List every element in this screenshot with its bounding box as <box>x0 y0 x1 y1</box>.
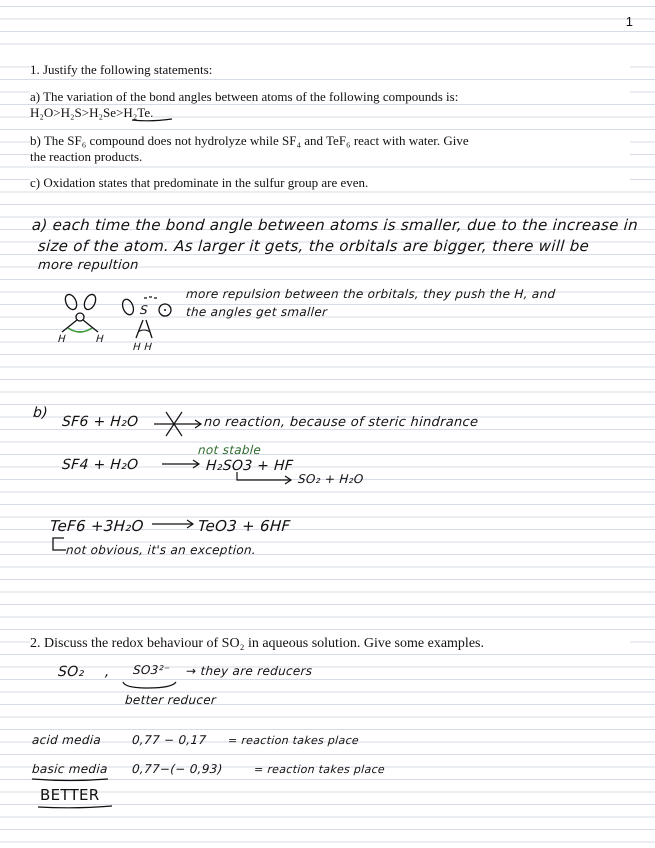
q2-comma: , <box>104 664 111 680</box>
basic-calc: 0,77−(− 0,93) <box>131 762 224 776</box>
notes-a-line1: a) each time the bond angle between atoms is smaller, due to the increase in <box>31 216 639 234</box>
basic-result: = reaction takes place <box>253 763 386 776</box>
crossed-arrow <box>152 410 204 438</box>
bracket-so3 <box>120 680 180 692</box>
arrow-to-so2 <box>234 470 296 486</box>
molecule-sketch <box>48 290 178 360</box>
notes-a-line3: more repultion <box>37 258 140 273</box>
q1-a-line1: a) The variation of the bond angles between atoms of the following compounds is: <box>30 89 630 104</box>
not-stable-note: not stable <box>197 443 262 457</box>
sketch-note-line1: more repulsion between the orbitals, they push the H, and <box>185 287 556 301</box>
acid-calc: 0,77 − 0,17 <box>131 733 207 747</box>
sf4-reaction: SF4 + H₂O <box>61 457 139 473</box>
notes-a-line2: size of the atom. As larger it gets, the orbitals are bigger, there will be <box>37 237 590 255</box>
better-underline <box>36 804 116 812</box>
acid-result: = reaction takes place <box>227 734 360 747</box>
q2-so3: SO3²⁻ <box>132 663 171 677</box>
q1-a-line2: H₂O>H₂S>H₂Se>H₂Te. <box>30 105 154 120</box>
sketch-note-line2: the angles get smaller <box>185 305 328 319</box>
tef6-result: TeO3 + 6HF <box>197 517 292 535</box>
h-label-left: H <box>57 334 67 345</box>
arrow-sf4 <box>160 456 202 470</box>
q2-heading: 2. Discuss the redox behaviour of SO₂ in aqueous solution. Give some examples. <box>30 636 630 651</box>
q1-heading: 1. Justify the following statements: <box>30 62 630 77</box>
s-label: S <box>139 303 149 317</box>
underline-h2te <box>130 117 175 123</box>
q1-c-line: c) Oxidation states that predominate in the sulfur group are even. <box>30 175 630 190</box>
h-label-right: H <box>95 334 105 345</box>
q2-so2: SO₂ <box>57 664 85 680</box>
tef6-reaction: TeF6 +3H₂O <box>49 517 145 535</box>
arrow-tef6 <box>150 516 196 530</box>
q1-b-line2: the reaction products. <box>30 149 630 164</box>
acid-label: acid media <box>31 733 102 747</box>
basic-underline <box>30 776 112 784</box>
so2-result: SO₂ + H₂O <box>297 472 365 486</box>
better-note: BETTER <box>40 786 100 804</box>
q1-b-line1: b) The SF₆ compound does not hydrolyze while SF₄ and TeF₆ react with water. Give <box>30 133 630 148</box>
q2-better-reducer: better reducer <box>124 693 217 707</box>
sf6-reaction: SF6 + H₂O <box>61 414 139 430</box>
notes-b-label: b) <box>32 405 49 421</box>
h-labels-pair: H H <box>132 342 153 353</box>
sf6-result: no reaction, because of steric hindrance <box>203 415 479 430</box>
exception-note: not obvious, it's an exception. <box>65 543 257 557</box>
page-number: 1 <box>625 14 633 29</box>
basic-label: basic media <box>31 762 109 776</box>
sf4-result: H₂SO3 + HF <box>205 458 294 474</box>
q2-reducers: → they are reducers <box>185 664 313 678</box>
